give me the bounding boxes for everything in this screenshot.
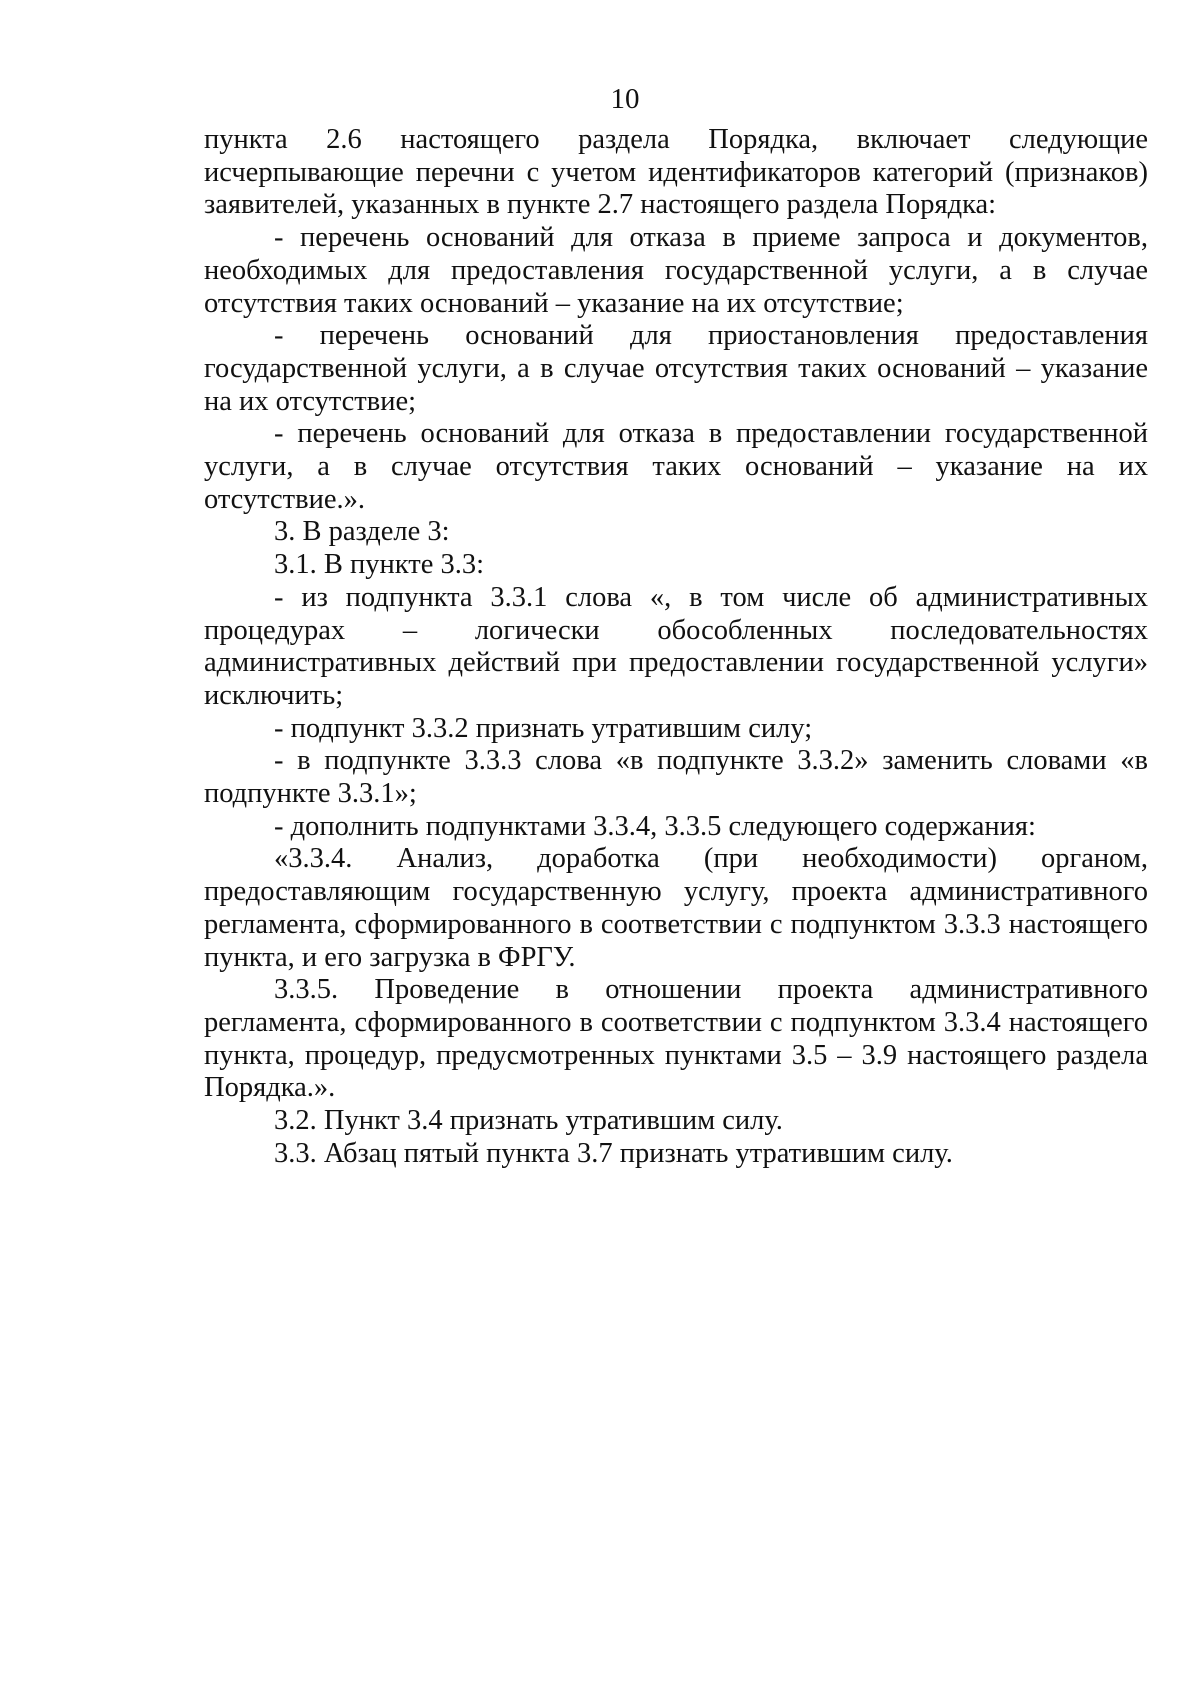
paragraph: - перечень оснований для приостановления предоставления государственной услуги, а в случае отсутствия таких оснований – указание на их отсутствие; (204, 320, 1148, 417)
paragraph: 3.3. Абзац пятый пункта 3.7 признать утратившим силу. (274, 1137, 953, 1169)
paragraph: - из подпункта 3.3.1 слова «, в том числе об административных процедурах – логически обособленных последовательностях административных действий при предоставлении государственной услуги» исключить; (204, 581, 1148, 711)
page-number: 10 (610, 83, 640, 115)
paragraph: - перечень оснований для отказа в приеме запроса и документов, необходимых для предоставления государственной услуги, а в случае отсутствия таких оснований – указание на их отсутствие; (204, 222, 1148, 319)
document-body (204, 124, 1148, 1171)
paragraph: 3. В разделе 3: (274, 516, 450, 548)
paragraph: - подпункт 3.3.2 признать утратившим силу; (274, 712, 813, 744)
paragraph: - дополнить подпунктами 3.3.4, 3.3.5 следующего содержания: (274, 810, 1036, 842)
paragraph: «3.3.4. Анализ, доработка (при необходимости) органом, предоставляющим государственную услугу, проекта административного регламента, сформированного в соответствии с подпунктом 3.3.3 настоящего пункта, и его загрузка в ФРГУ. (204, 843, 1148, 973)
paragraph: 3.2. Пункт 3.4 признать утратившим силу. (274, 1105, 783, 1137)
paragraph: - перечень оснований для отказа в предоставлении государственной услуги, а в случае отсутствия таких оснований – указание на их отсутствие.». (204, 418, 1148, 515)
paragraph: - в подпункте 3.3.3 слова «в подпункте 3.3.2» заменить словами «в подпункте 3.3.1»; (204, 745, 1148, 810)
paragraph: 3.1. В пункте 3.3: (274, 549, 485, 581)
paragraph: 3.3.5. Проведение в отношении проекта административного регламента, сформированного в соответствии с подпунктом 3.3.4 настоящего пункта, процедур, предусмотренных пунктами 3.5 – 3.9 настоящего раздела Порядка.». (204, 974, 1148, 1104)
paragraph: пункта 2.6 настоящего раздела Порядка, включает следующие исчерпывающие перечни с учетом идентификаторов категорий (признаков) заявителей, указанных в пункте 2.7 настоящего раздела Порядка: (204, 124, 1148, 221)
